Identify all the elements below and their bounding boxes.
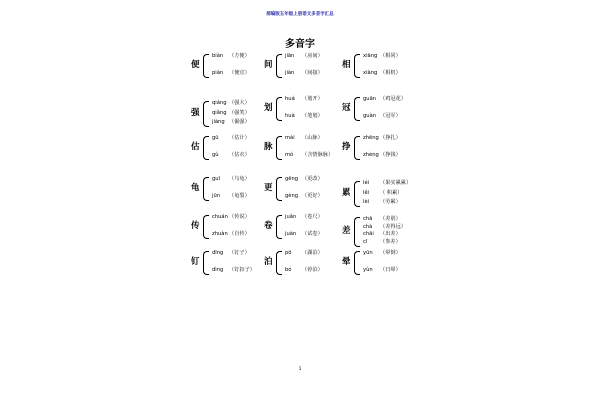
- example-word: （钉子）: [229, 250, 250, 256]
- hanzi-char: 龟: [191, 183, 200, 193]
- reading-line: [212, 119, 250, 126]
- hanzi-char: 累: [342, 188, 351, 198]
- reading-line: [285, 135, 323, 142]
- polyphonic-entry: [191, 214, 271, 248]
- example-word: （果实累累）: [380, 180, 412, 186]
- reading-line: [285, 250, 323, 257]
- reading-line: [363, 113, 401, 120]
- reading-line: [285, 113, 323, 120]
- example-word: （卷尺）: [302, 214, 323, 220]
- reading-line: [363, 70, 401, 77]
- brace-bracket: [276, 136, 282, 160]
- pinyin: xiāng: [363, 53, 378, 59]
- example-word: （相机）: [380, 70, 401, 76]
- example-word: （乌龟）: [229, 176, 250, 182]
- brace-bracket: [354, 97, 360, 121]
- reading-line: [363, 250, 401, 257]
- example-word: （山脉）: [302, 135, 323, 141]
- brace-bracket: [203, 101, 209, 127]
- example-word: （自传）: [229, 231, 250, 237]
- brace-bracket: [276, 215, 282, 239]
- example-word: （参差）: [380, 238, 401, 245]
- example-word: （含情脉脉）: [302, 152, 334, 158]
- pinyin: bó: [285, 267, 292, 273]
- example-word: （划开）: [302, 96, 323, 102]
- example-word: （日晕）: [380, 267, 401, 273]
- example-word: （冠军）: [380, 113, 401, 119]
- hanzi-char: 更: [264, 183, 273, 193]
- reading-line: [212, 267, 255, 274]
- polyphonic-entry: [264, 53, 344, 87]
- hanzi-char: 划: [264, 103, 273, 113]
- pinyin: zhèng: [363, 152, 379, 158]
- brace-bracket: [276, 97, 282, 121]
- example-word: （房间）: [302, 53, 323, 59]
- hanzi-char: 冠: [342, 103, 351, 113]
- pinyin: juǎn: [285, 214, 297, 220]
- polyphonic-entry: [264, 250, 344, 284]
- hanzi-char: 便: [191, 60, 200, 70]
- example-word: （出差）: [380, 231, 401, 238]
- hanzi-char: 传: [191, 221, 200, 231]
- pinyin: léi: [363, 180, 370, 186]
- example-word: （强大）: [229, 100, 250, 106]
- pinyin: zhuàn: [212, 231, 228, 237]
- reading-line: [285, 152, 333, 159]
- reading-line: [285, 231, 323, 238]
- reading-line: [285, 193, 323, 200]
- hanzi-char: 差: [342, 226, 351, 236]
- pinyin: juàn: [285, 231, 297, 237]
- example-word: （挣钱）: [380, 152, 401, 158]
- hanzi-char: 间: [264, 60, 273, 70]
- reading-line: [212, 135, 250, 142]
- document-header: 部编版五年级上册语文多音字汇总: [266, 12, 334, 17]
- example-word: （估计）: [229, 135, 250, 141]
- reading-line: [285, 96, 323, 103]
- reading-line: [285, 214, 323, 221]
- example-word: （便宜）: [229, 70, 250, 76]
- reading-line: [212, 53, 250, 60]
- example-word: （鸡冠花）: [380, 96, 406, 102]
- pinyin: jiàng: [212, 119, 225, 125]
- polyphonic-entry: [191, 53, 271, 87]
- reading-line: [363, 216, 401, 223]
- brace-bracket: [354, 181, 360, 207]
- reading-line: [363, 224, 406, 231]
- brace-bracket: [354, 217, 360, 247]
- pinyin: yùn: [363, 267, 373, 273]
- reading-line: [285, 53, 323, 60]
- polyphonic-entry: [342, 176, 422, 210]
- reading-line: [285, 176, 323, 183]
- pinyin: yūn: [363, 250, 373, 256]
- pinyin: chuán: [212, 214, 228, 220]
- reading-line: [363, 53, 401, 60]
- example-word: （笔划）: [302, 113, 323, 119]
- brace-bracket: [203, 177, 209, 201]
- example-word: （更改）: [302, 176, 323, 182]
- example-word: （钉扣子）: [229, 267, 255, 273]
- polyphonic-entry: [191, 250, 271, 284]
- pinyin: guī: [212, 176, 221, 182]
- brace-bracket: [203, 251, 209, 275]
- pinyin: jiān: [285, 53, 295, 59]
- reading-line: [212, 100, 250, 107]
- reading-line: [285, 70, 323, 77]
- example-word: （强笑）: [229, 109, 250, 116]
- brace-bracket: [203, 215, 209, 239]
- pinyin: gēng: [285, 176, 299, 182]
- hanzi-char: 估: [191, 142, 200, 152]
- page-number: 1: [298, 367, 302, 372]
- pinyin: biàn: [212, 53, 224, 59]
- pinyin: mài: [285, 135, 295, 141]
- polyphonic-entry: [264, 96, 344, 130]
- reading-line: [212, 152, 250, 159]
- hanzi-char: 强: [191, 108, 200, 118]
- brace-bracket: [276, 54, 282, 78]
- hanzi-char: 晕: [342, 257, 351, 267]
- example-word: （晕倒）: [380, 250, 401, 256]
- polyphonic-entry: [191, 96, 271, 130]
- pinyin: zhēng: [363, 135, 379, 141]
- pinyin: qiǎng: [212, 109, 227, 116]
- brace-bracket: [276, 177, 282, 201]
- pinyin: dīng: [212, 250, 224, 256]
- pinyin: guàn: [363, 113, 377, 119]
- reading-line: [363, 199, 401, 206]
- polyphonic-entry: [264, 135, 344, 169]
- pinyin: huà: [285, 113, 295, 119]
- pinyin: xiàng: [363, 70, 378, 76]
- reading-line: [212, 214, 250, 221]
- hanzi-char: 卷: [264, 221, 273, 231]
- example-word: （试卷）: [302, 231, 323, 237]
- example-word: （倔强）: [229, 119, 250, 125]
- reading-line: [212, 70, 250, 77]
- example-word: （龟裂）: [229, 193, 250, 199]
- example-word: （劳累）: [380, 199, 401, 205]
- example-word: （传说）: [229, 214, 250, 220]
- pinyin: cī: [363, 238, 368, 245]
- pinyin: pián: [212, 70, 224, 76]
- pinyin: huá: [285, 96, 295, 102]
- hanzi-char: 挣: [342, 142, 351, 152]
- hanzi-char: 钉: [191, 257, 200, 267]
- polyphonic-entry: [264, 214, 344, 248]
- reading-line: [212, 231, 250, 238]
- pinyin: chà: [363, 223, 373, 230]
- reading-line: [363, 180, 411, 187]
- reading-line: [363, 231, 401, 238]
- reading-line: [363, 239, 401, 246]
- reading-line: [212, 176, 250, 183]
- polyphonic-entry: [342, 250, 422, 284]
- brace-bracket: [203, 54, 209, 78]
- pinyin: jiàn: [285, 70, 295, 76]
- brace-bracket: [354, 54, 360, 78]
- pinyin: qiáng: [212, 100, 227, 106]
- pinyin: dìng: [212, 267, 224, 273]
- example-word: （差别）: [380, 216, 401, 223]
- example-word: （停泊）: [302, 267, 323, 273]
- brace-bracket: [203, 136, 209, 160]
- polyphonic-entry: [342, 214, 422, 248]
- brace-bracket: [276, 251, 282, 275]
- reading-line: [212, 193, 250, 200]
- pinyin: mò: [285, 152, 294, 158]
- polyphonic-entry: [191, 176, 271, 210]
- pinyin: chāi: [363, 231, 374, 238]
- polyphonic-entry: [342, 96, 422, 130]
- reading-line: [363, 152, 401, 159]
- hanzi-char: 脉: [264, 142, 273, 152]
- reading-line: [363, 96, 406, 103]
- example-word: （更好）: [302, 193, 323, 199]
- reading-line: [285, 267, 323, 274]
- brace-bracket: [354, 136, 360, 160]
- reading-line: [363, 190, 402, 197]
- example-word: （湖泊）: [302, 250, 323, 256]
- pinyin: lěi: [363, 189, 370, 196]
- example-word: （ 积累）: [380, 189, 403, 196]
- pinyin: gèng: [285, 193, 299, 199]
- polyphonic-entry: [342, 135, 422, 169]
- hanzi-char: 泊: [264, 257, 273, 267]
- example-word: （估衣）: [229, 152, 250, 158]
- example-word: （方便）: [229, 53, 250, 59]
- reading-line: [212, 110, 250, 117]
- example-word: （间接）: [302, 70, 323, 76]
- hanzi-char: 相: [342, 60, 351, 70]
- brace-bracket: [354, 251, 360, 275]
- polyphonic-entry: [264, 176, 344, 210]
- pinyin: chā: [363, 216, 373, 223]
- pinyin: guān: [363, 96, 377, 102]
- reading-line: [363, 267, 401, 274]
- pinyin: jūn: [212, 193, 221, 199]
- polyphonic-entry: [342, 53, 422, 87]
- pinyin: lèi: [363, 199, 370, 205]
- example-word: （差得远）: [380, 223, 406, 230]
- pinyin: gū: [212, 135, 219, 141]
- pinyin: pō: [285, 250, 292, 256]
- reading-line: [212, 250, 250, 257]
- example-word: （相同）: [380, 53, 401, 59]
- page-title: 多音字: [285, 39, 315, 50]
- reading-line: [363, 135, 401, 142]
- example-word: （挣扎）: [380, 135, 401, 141]
- pinyin: gù: [212, 152, 219, 158]
- polyphonic-entry: [191, 135, 271, 169]
